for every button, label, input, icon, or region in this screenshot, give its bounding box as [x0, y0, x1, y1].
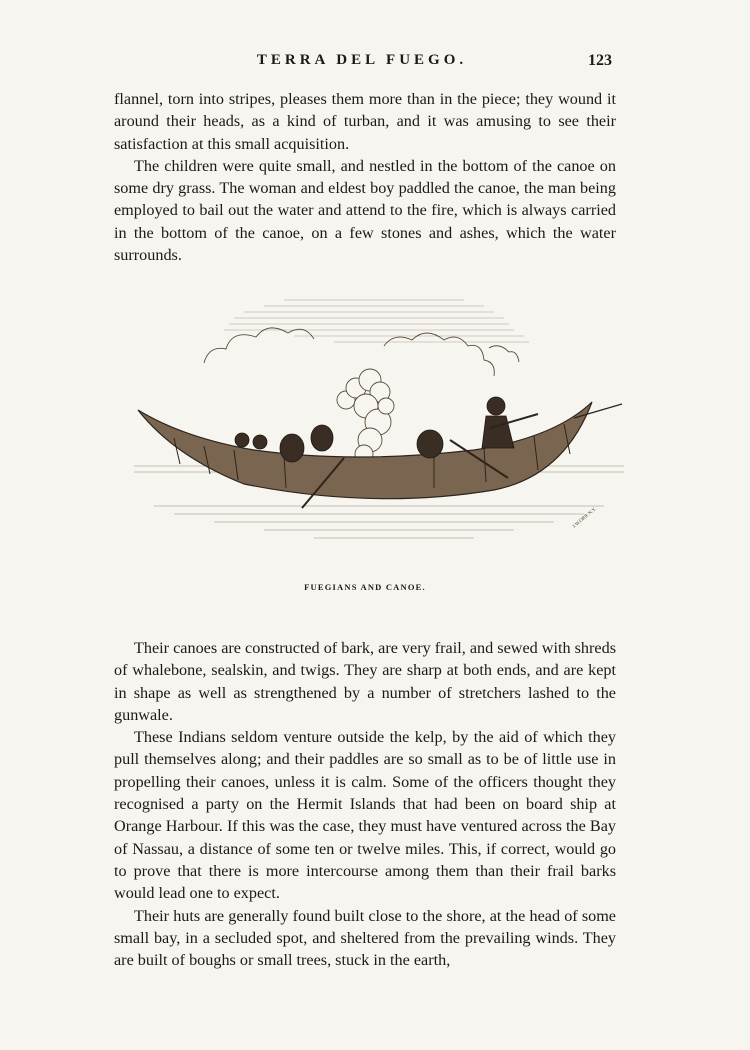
- bottom-text-block: [114, 637, 616, 971]
- paragraph-huts: Their huts are generally found built close to the shore, at the head of some small bay, in a secluded spot, and sheltered from the prevailing winds. They are built of boughs or small trees, stuck in the earth,: [114, 906, 616, 970]
- running-head: [112, 52, 612, 76]
- top-text-block: [114, 88, 616, 266]
- smoke-plume: [337, 369, 394, 463]
- fuegians-canoe-engraving: [134, 288, 624, 573]
- engraver-signature: J.W.ORR N.Y.: [572, 506, 598, 530]
- illustration-caption: FUEGIANS AND CANOE.: [304, 582, 426, 592]
- running-title: TERRA DEL FUEGO.: [256, 52, 468, 68]
- page-number: 123: [588, 52, 612, 69]
- cloud-outlines: [204, 328, 519, 376]
- paragraph-children: The children were quite small, and nestled in the bottom of the canoe on some dry grass. The woman and eldest boy paddled the canoe, the man being employed to bail out the water and attend to the fire, which is always carried in the bottom of the canoe, on a few stones and ashes, which the water surrounds.: [114, 156, 616, 265]
- paragraph-kelp: These Indians seldom venture outside the kelp, by the aid of which they pull themselves along; and their paddles are so small as to be of little use in propelling their canoes, unless it is calm. Some of the officers thought they recognised a party on the Hermit Islands that had been on board ship at Orange Harbour. If this was the case, they must have ventured across the Bay of Nassau, a distance of some ten or twelve miles. This, if correct, would go to prove that there is more intercourse among them than their frail barks would lead one to expect.: [114, 728, 616, 903]
- paragraph-continuation: flannel, torn into stripes, pleases them more than in the piece; they wound it around their heads, as a kind of turban, and it was amusing to see their satisfaction at this small acquisition.: [114, 90, 616, 153]
- sky-hatching: [224, 300, 529, 342]
- paragraph-canoes: Their canoes are constructed of bark, are very frail, and sewed with shreds of whalebone, sealskin, and twigs. They are sharp at both ends, and are kept in shape as well as strengthened by a number of stretchers lashed to the gunwale.: [114, 639, 616, 724]
